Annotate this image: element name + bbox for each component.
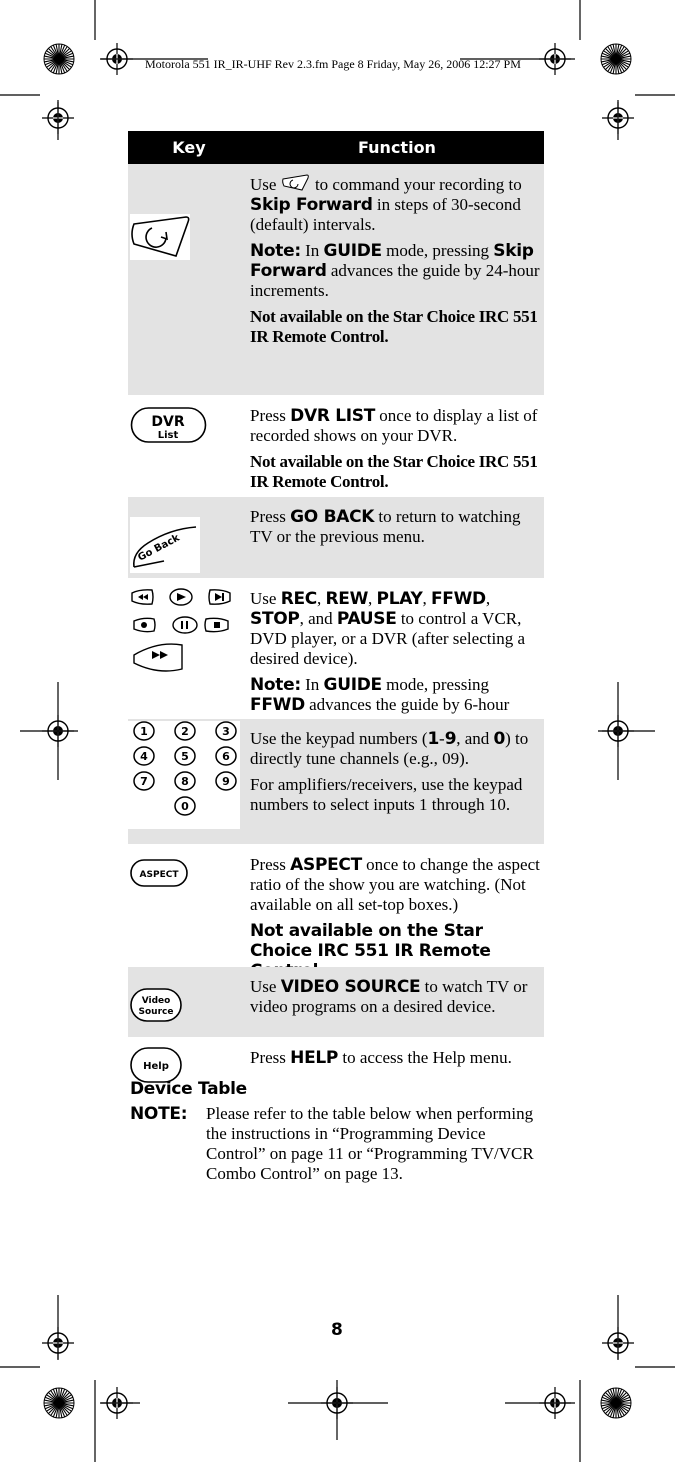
file-header-line: Motorola 551 IR_IR-UHF Rev 2.3.fm Page 8 Friday, May 26, 2006 12:27 PM — [145, 57, 521, 71]
availability-note: Not available on the Star Choice IRC 551 IR Remote Control. — [250, 307, 538, 346]
keypad-icon — [128, 721, 240, 829]
table-row — [128, 497, 544, 579]
svg-text:List: List — [157, 430, 179, 441]
svg-text:DVR: DVR — [151, 414, 185, 430]
function-cell: Use REC, REW, PLAY, FFWD, STOP, and PAUSE to control a VCR, DVD player, or a DVR (after selecting a desired device). Note: In GUIDE mode, pressing FFWD advances the guide by 6-hour — [250, 589, 525, 715]
availability-note: Not available on the Star Choice IRC 551 IR Remote Control. — [250, 452, 538, 491]
svg-text:Go Back: Go Back — [136, 532, 182, 564]
function-cell: Use the keypad numbers (1-9, and 0) to directly tune channels (e.g., 09). For amplifiers/receivers, use the keypad numbers to select inputs 1 through 10. — [250, 719, 544, 825]
aspect-button-icon — [130, 859, 190, 889]
keypad-key-1 — [134, 722, 154, 740]
column-header-key: Key — [172, 138, 206, 157]
svg-text:9: 9 — [222, 775, 230, 788]
column-header-function: Function — [358, 138, 436, 157]
function-cell: Press GO BACK to return to watching TV or the previous menu. — [250, 507, 521, 546]
table-row — [128, 164, 544, 396]
keypad-key-0 — [175, 797, 195, 815]
svg-text:5: 5 — [181, 750, 189, 763]
table-header — [128, 131, 544, 164]
note-text: Please refer to the table below when performing the instructions in “Programming Device Control” on page 11 or “Programming TV/VCR Combo Control” on page 13. — [206, 1104, 534, 1183]
function-cell: Press HELP to access the Help menu. — [250, 1048, 512, 1068]
svg-text:Help: Help — [143, 1061, 169, 1072]
function-cell: Press DVR LIST once to display a list of recorded shows on your DVR. Not available on the Star Choice IRC 551 IR Remote Control. — [250, 396, 544, 502]
svg-text:0: 0 — [181, 800, 189, 813]
svg-text:1: 1 — [140, 725, 148, 738]
keypad-key-5 — [175, 747, 195, 765]
svg-text:3: 3 — [222, 725, 230, 738]
key-function-table — [128, 131, 544, 1101]
table-row — [128, 579, 544, 719]
function-cell: Use VIDEO SOURCE to watch TV or video programs on a desired device. — [250, 977, 528, 1016]
function-cell: Use to command your recording to Skip Forward in steps of 30-second (default) intervals. Note: In GUIDE mode, pressing Skip Forward advances the guide by 24-hour increments. Not available on the Star Choice IRC 551 IR Remote Control. — [250, 175, 540, 346]
keypad-key-2 — [175, 722, 195, 740]
function-cell: Press ASPECT once to change the aspect ratio of the show you are watching. (Not available on all set-top boxes.) Not available on the Star Choice IRC 551 IR Remote — [250, 845, 544, 991]
keypad-key-4 — [134, 747, 154, 765]
keypad-inputs-text: For amplifiers/receivers, use the keypad numbers to select inputs 1 through 10. — [250, 775, 523, 814]
note-label: NOTE: — [130, 1104, 188, 1124]
table-row — [128, 396, 544, 497]
svg-text:Video: Video — [141, 996, 171, 1006]
svg-text:7: 7 — [140, 775, 148, 788]
transport-buttons-icon — [130, 587, 242, 703]
table-row — [128, 845, 544, 967]
svg-text:Source: Source — [138, 1007, 174, 1017]
svg-text:8: 8 — [181, 775, 189, 788]
keypad-key-6 — [216, 747, 236, 765]
availability-note: Not available on the Star Choice IRC 551 IR Remote — [250, 921, 491, 961]
keypad-key-8 — [175, 772, 195, 790]
table-row — [128, 719, 544, 845]
keypad-key-3 — [216, 722, 236, 740]
svg-text:4: 4 — [140, 750, 148, 763]
table-row — [128, 967, 544, 1038]
dvr-list-button-icon — [130, 403, 210, 449]
keypad-key-7 — [134, 772, 154, 790]
keypad-key-9 — [216, 772, 236, 790]
skip-forward-inline-icon — [281, 174, 311, 192]
go-back-button-icon — [130, 517, 202, 573]
skip-forward-icon — [130, 214, 192, 260]
svg-text:2: 2 — [181, 725, 189, 738]
page-number: 8 — [331, 1320, 343, 1340]
svg-text:6: 6 — [222, 750, 230, 763]
section-title: Device Table — [130, 1079, 247, 1099]
svg-text:ASPECT: ASPECT — [139, 870, 179, 880]
video-source-button-icon — [130, 987, 186, 1027]
